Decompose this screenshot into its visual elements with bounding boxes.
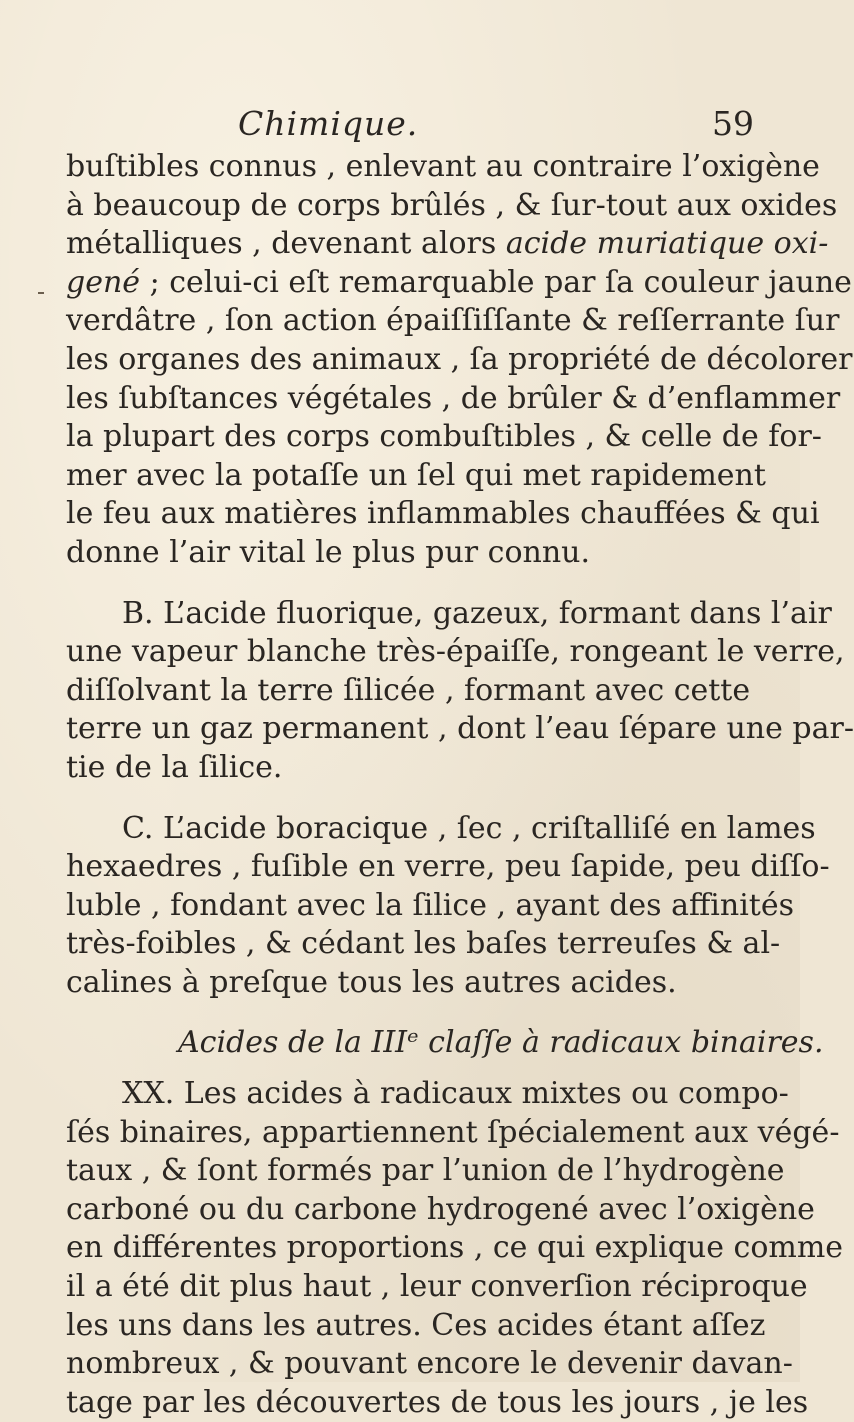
paragraph-gap [66,573,746,595]
text-line: la plupart des corps combuſtibles , & celle de for- [66,419,822,455]
text-line [66,264,852,303]
paragraph-xx-radicaux-mixtes [66,1075,844,1422]
text-line: nombreux , & pouvant encore le devenir davan- [66,1346,793,1382]
italic-term: gené [66,264,141,300]
running-head [0,104,800,148]
text-line: le feu aux matières inflammables chauffées & qui [66,496,820,532]
text-span: métalliques , devenant alors [66,226,506,262]
text-line: diſſolvant la terre ſilicée , formant avec cette [66,672,751,708]
text-line: C. L’acide boracique , ſec , criſtalliſé en lames [122,810,816,846]
text-line: une vapeur blanche très-épaiſſe, rongeant le verre, [66,634,845,670]
page-number: 59 [712,104,754,143]
body-text [66,148,854,1422]
text-line: en différentes proportions , ce qui explique comme [66,1230,844,1266]
paragraph-gap [66,1002,746,1024]
text-line: les organes des animaux , ſa propriété de décolorer [66,341,853,377]
paragraph-gap [66,1063,746,1075]
paragraph-gap [66,788,746,810]
text-line: donne l’air vital le plus pur connu. [66,534,591,570]
text-line: carboné ou du carbone hydrogené avec l’oxigène [66,1191,815,1227]
text-line: tie de la ſilice. [66,749,283,785]
text-line: hexaedres , fuſible en verre, peu ſapide, peu diſſo- [66,849,830,885]
text-line: luble , fondant avec la ſilice , ayant des affinités [66,887,794,923]
paragraph-oxigene [66,148,853,573]
text-line [66,225,829,264]
text-line: taux , & ſont formés par l’union de l’hydrogène [66,1153,785,1189]
text-line: buſtibles connus , enlevant au contraire l’oxigène [66,149,820,184]
text-line: tage par les découvertes de tous les jours , je les [66,1384,809,1420]
text-line: les uns dans les autres. Ces acides étant aſſez [66,1307,766,1343]
text-line: à beaucoup de corps brûlés , & ſur-tout aux oxides [66,187,838,223]
text-line: il a été dit plus haut , leur converſion réciproque [66,1269,808,1305]
text-line: mer avec la potaſſe un ſel qui met rapidement [66,457,766,493]
text-line: calines à preſque tous les autres acides. [66,964,677,1000]
running-head-title: Chimique. [238,104,419,143]
italic-term: acide muriatique oxi- [505,226,829,262]
margin-mark [38,292,44,294]
text-span: ; celui-ci eſt remarquable par ſa couleur jaune [140,264,852,300]
text-line: ſés binaires, appartiennent ſpécialement aux végé- [66,1114,840,1150]
text-line: verdâtre , ſon action épaiſſiſſante & reſſerrante ſur [66,303,840,339]
text-line: les ſubſtances végétales , de brûler & d’enflammer [66,380,841,416]
text-line: très-foibles , & cédant les baſes terreuſes & al- [66,926,781,962]
paragraph-c-boracique [66,810,830,1003]
text-line: terre un gaz permanent , dont l’eau ſépare une par- [66,711,854,747]
text-line: B. L’acide fluorique, gazeux, formant dans l’air [122,595,832,631]
paragraph-b-fluorique [66,595,854,788]
section-heading: Acides de la IIIᵉ claſſe à radicaux binaires. [178,1025,824,1061]
text-line: XX. Les acides à radicaux mixtes ou compo- [122,1076,789,1112]
